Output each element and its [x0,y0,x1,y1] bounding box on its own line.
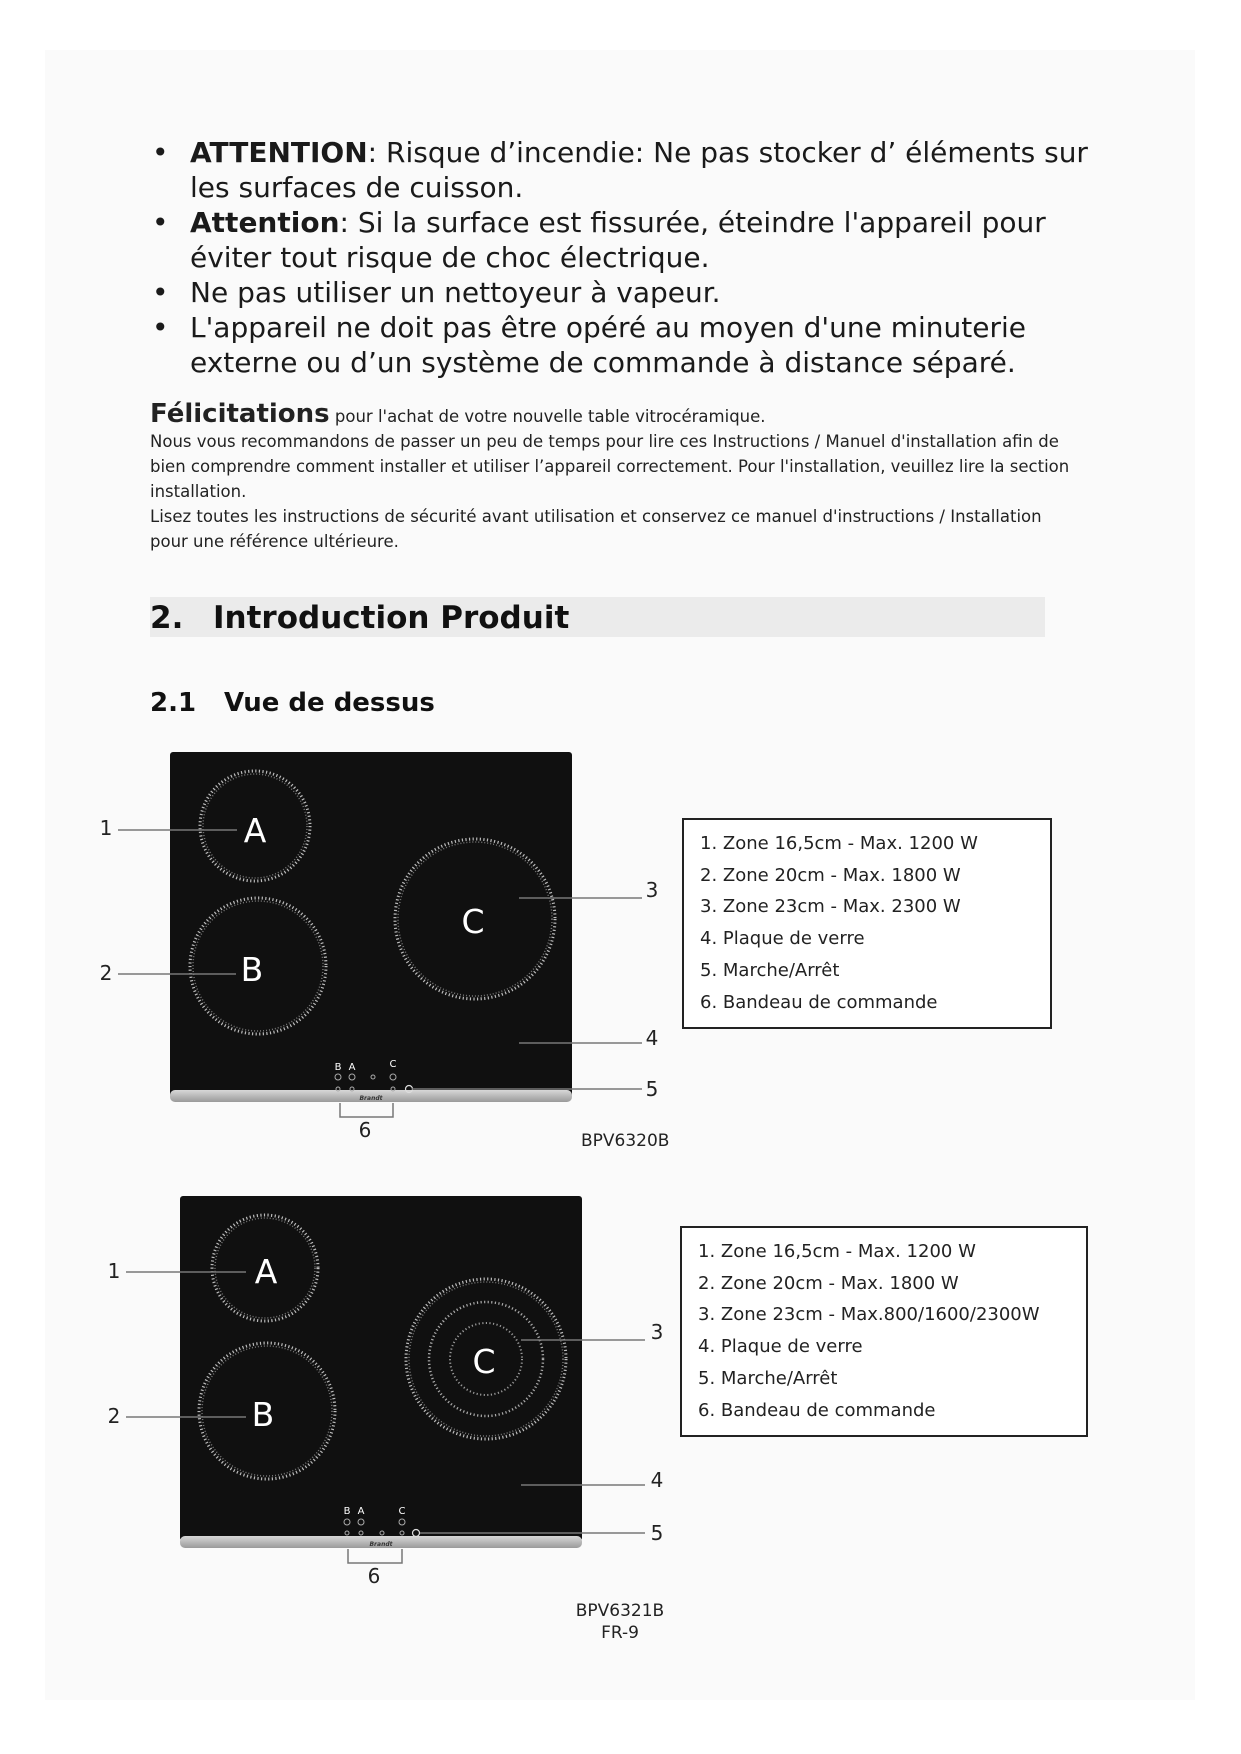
callout-1: 1 [107,1259,121,1283]
page-footer [560,1600,680,1644]
zone-a-label: A [243,811,267,850]
callout-2: 2 [107,1404,121,1428]
callout-6: 6 [358,1118,372,1142]
leader-bracket [348,1549,402,1563]
callout-1: 1 [99,816,113,840]
glass-plate [180,1196,582,1541]
legend-item: 4. Plaque de verre [698,1336,863,1358]
brand-logo: Brandt [369,1541,393,1548]
legend-item: 2. Zone 20cm - Max. 1800 W [698,1272,959,1294]
legend-box-2 [680,1226,1088,1437]
legend-item: 6. Bandeau de commande [698,1399,936,1421]
section-title: Introduction Produit [213,600,570,636]
callout-6: 6 [367,1564,381,1588]
safety-bullet: • L'appareil ne doit pas être opéré au moyen d'une minuterie externe ou d’un système de commande à distance séparé. [150,310,1090,380]
control-label-a: A [357,1506,365,1517]
zone-b-label: B [251,1395,275,1434]
page-number: FR-9 [601,1623,639,1643]
zone-b-label: B [240,950,264,989]
legend-item: 2. Zone 20cm - Max. 1800 W [700,864,961,886]
brand-logo: Brandt [359,1095,383,1102]
callout-4: 4 [650,1468,664,1492]
legend-item: 3. Zone 23cm - Max. 2300 W [700,896,961,918]
model-number: BPV6320B [581,1131,670,1151]
legend-item: 3. Zone 23cm - Max.800/1600/2300W [698,1304,1040,1326]
subsection-number: 2.1 [150,688,197,718]
legend-item: 1. Zone 16,5cm - Max. 1200 W [700,833,978,854]
subsection-title: Vue de dessus [224,688,435,718]
legend-item: 4. Plaque de verre [700,928,865,950]
model-number: BPV6321B [575,1601,665,1621]
control-label-b: B [343,1506,351,1517]
callout-5: 5 [645,1077,659,1101]
callout-3: 3 [645,878,659,902]
control-label-a: A [348,1062,356,1073]
intro-paragraph: Lisez toutes les instructions de sécurité avant utilisation et conservez ce manuel d'instructions / Installation pour une référence ultérieure. [150,507,1042,551]
legend-item: 1. Zone 16,5cm - Max. 1200 W [698,1241,976,1262]
zone-a-label: A [254,1252,278,1291]
safety-bullet: • Attention: Si la surface est fissurée, éteindre l'appareil pour éviter tout risque de choc électrique. [150,205,1090,275]
intro-heading-rest: pour l'achat de votre nouvelle table vitrocéramique. [329,407,766,426]
control-label-c: C [389,1059,397,1070]
callout-2: 2 [99,961,113,985]
section-number: 2. [150,600,184,636]
safety-bullet: • Ne pas utiliser un nettoyeur à vapeur. [150,275,1090,310]
intro-paragraph: Nous vous recommandons de passer un peu de temps pour lire ces Instructions / Manuel d'installation afin de bien comprendre comment installer et utiliser l’appareil correctement. Pour l'installation, veuillez lire la section installation. [150,432,1070,501]
callout-4: 4 [645,1026,659,1050]
control-label-b: B [334,1062,342,1073]
control-label-c: C [398,1506,406,1517]
legend-item: 5. Marche/Arrêt [698,1367,838,1389]
legend-item: 5. Marche/Arrêt [700,959,840,981]
safety-bullet: • ATTENTION: Risque d’incendie: Ne pas stocker d’ éléments sur les surfaces de cuisson. [150,135,1090,205]
zone-c-label: C [461,902,485,941]
intro-heading: Félicitations [150,399,330,429]
zone-c-label: C [472,1342,496,1381]
callout-5: 5 [650,1521,664,1545]
callout-3: 3 [650,1320,664,1344]
legend-item: 6. Bandeau de commande [700,991,938,1013]
